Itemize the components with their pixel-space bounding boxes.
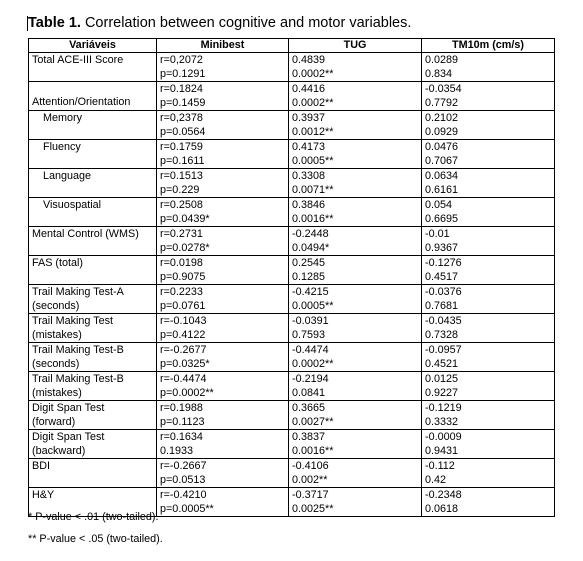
- row-label: [29, 459, 157, 488]
- value-cell: [157, 256, 289, 285]
- coefficient-value: 0.3308: [292, 170, 326, 182]
- p-value: 0.0071**: [292, 184, 334, 196]
- p-value: 0.0002**: [292, 68, 334, 80]
- value-cell: [422, 198, 555, 227]
- p-value: 0.1933: [160, 445, 194, 457]
- value-cell: [422, 459, 555, 488]
- coefficient-value: -0.4474: [292, 344, 329, 356]
- table-row: [29, 169, 555, 198]
- coefficient-value: r=0.2233: [160, 286, 203, 298]
- value-cell: [157, 227, 289, 256]
- value-cell: [289, 227, 422, 256]
- coefficient-value: -0.0957: [425, 344, 462, 356]
- value-cell: [289, 169, 422, 198]
- p-value: 0.3332: [425, 416, 459, 428]
- coefficient-value: r=-0.4210: [160, 489, 207, 501]
- p-value: 0.0494*: [292, 242, 330, 254]
- value-cell: [422, 285, 555, 314]
- row-label-text: [32, 488, 156, 502]
- coefficient-value: r=-0.4474: [160, 373, 207, 385]
- row-label: [29, 401, 157, 430]
- p-value: 0.1285: [292, 271, 326, 283]
- row-label-line: FAS (total): [32, 257, 84, 269]
- table-row: [29, 53, 555, 82]
- row-label-line: Trail Making Test-A: [32, 286, 124, 298]
- row-label-text: [32, 227, 156, 241]
- table-row: [29, 227, 555, 256]
- coefficient-value: -0.2448: [292, 228, 329, 240]
- value-cell: [157, 314, 289, 343]
- p-value: 0.7328: [425, 329, 459, 341]
- p-value: p=0.0002**: [160, 387, 214, 399]
- p-value: 0.0002**: [292, 358, 334, 370]
- p-value: 0.6695: [425, 213, 459, 225]
- value-cell: [422, 372, 555, 401]
- p-value: p=0.0513: [160, 474, 206, 486]
- row-label-text: [32, 459, 156, 473]
- coefficient-value: -0.3717: [292, 489, 329, 501]
- coefficient-value: -0.112: [425, 460, 455, 472]
- p-value: p=0.1611: [160, 155, 205, 167]
- coefficient-value: 0.2102: [425, 112, 459, 124]
- row-label-text: [32, 140, 156, 154]
- row-label-text: [32, 256, 156, 270]
- value-cell: [157, 401, 289, 430]
- coefficient-value: r=0.0198: [160, 257, 203, 269]
- table-row: [29, 314, 555, 343]
- table-row: [29, 401, 555, 430]
- value-cell: [157, 169, 289, 198]
- p-value: p=0.1459: [160, 97, 206, 109]
- p-value: p=0.9075: [160, 271, 206, 283]
- value-cell: [157, 140, 289, 169]
- p-value: 0.7593: [292, 329, 326, 341]
- row-label: [29, 169, 157, 198]
- value-cell: [422, 227, 555, 256]
- coefficient-value: 0.0289: [425, 54, 459, 66]
- coefficient-value: r=0.1824: [160, 83, 203, 95]
- row-label: [29, 198, 157, 227]
- row-label: [29, 285, 157, 314]
- row-label: [29, 343, 157, 372]
- row-label-line: (forward): [32, 416, 76, 428]
- row-label: [29, 314, 157, 343]
- p-value: 0.0016**: [292, 213, 334, 225]
- coefficient-value: 0.4173: [292, 141, 326, 153]
- row-label-text: [32, 198, 156, 212]
- coefficient-value: r=-0.2667: [160, 460, 207, 472]
- coefficient-value: -0.0009: [425, 431, 462, 443]
- value-cell: [157, 198, 289, 227]
- coefficient-value: 0.0634: [425, 170, 459, 182]
- table-row: [29, 343, 555, 372]
- footnote: ** P-value < .05 (two-tailed).: [28, 533, 163, 545]
- p-value: 0.9367: [425, 242, 459, 254]
- coefficient-value: 0.3846: [292, 199, 326, 211]
- coefficient-value: r=0,2072: [160, 54, 203, 66]
- p-value: p=0.0325*: [160, 358, 210, 370]
- value-cell: [422, 53, 555, 82]
- row-label-text: [32, 401, 156, 429]
- p-value: p=0.1291: [160, 68, 206, 80]
- coefficient-value: r=0.2731: [160, 228, 203, 240]
- p-value: p=0.229: [160, 184, 200, 196]
- table-row: [29, 256, 555, 285]
- row-label-line: BDI: [32, 460, 50, 472]
- row-label-line: Total ACE-III Score: [32, 54, 124, 66]
- p-value: p=0.0278*: [160, 242, 210, 254]
- p-value: 0.7067: [425, 155, 459, 167]
- coefficient-value: r=0.1634: [160, 431, 203, 443]
- p-value: p=0.0439*: [160, 213, 210, 225]
- column-header: Minibest: [157, 39, 289, 53]
- value-cell: [422, 111, 555, 140]
- coefficient-value: -0.01: [425, 228, 450, 240]
- p-value: p=0.4122: [160, 329, 206, 341]
- p-value: 0.6161: [425, 184, 459, 196]
- value-cell: [289, 285, 422, 314]
- row-label-line: Digit Span Test: [32, 431, 105, 443]
- row-label: [29, 227, 157, 256]
- row-label-line: (backward): [32, 445, 86, 457]
- coefficient-value: 0.3837: [292, 431, 326, 443]
- coefficient-value: -0.0354: [425, 83, 462, 95]
- value-cell: [289, 111, 422, 140]
- column-header: TM10m (cm/s): [422, 39, 555, 53]
- row-label-text: [32, 111, 156, 125]
- row-label: [29, 111, 157, 140]
- value-cell: [289, 430, 422, 459]
- row-label-line: (mistakes): [32, 387, 82, 399]
- value-cell: [157, 372, 289, 401]
- row-label-text: [32, 314, 156, 342]
- row-label-text: [32, 53, 156, 67]
- row-label-line: Attention/Orientation: [32, 96, 131, 108]
- row-label-line: (mistakes): [32, 329, 82, 341]
- coefficient-value: -0.1276: [425, 257, 462, 269]
- row-label-line: Trail Making Test: [32, 315, 114, 327]
- value-cell: [157, 82, 289, 111]
- coefficient-value: -0.2194: [292, 373, 329, 385]
- row-label-text: [32, 169, 156, 183]
- value-cell: [422, 314, 555, 343]
- coefficient-value: 0.054: [425, 199, 453, 211]
- p-value: 0.0005**: [292, 155, 334, 167]
- row-label-line: Trail Making Test-B: [32, 373, 124, 385]
- p-value: 0.0618: [425, 503, 459, 515]
- p-value: p=0.1123: [160, 416, 205, 428]
- p-value: p=0.0761: [160, 300, 206, 312]
- p-value: 0.7681: [425, 300, 459, 312]
- p-value: p=0.0564: [160, 126, 206, 138]
- value-cell: [422, 488, 555, 517]
- p-value: 0.9227: [425, 387, 459, 399]
- row-label: [29, 372, 157, 401]
- p-value: 0.0016**: [292, 445, 334, 457]
- value-cell: [289, 488, 422, 517]
- value-cell: [289, 198, 422, 227]
- row-label-line: (seconds): [32, 300, 80, 312]
- value-cell: [157, 459, 289, 488]
- value-cell: [422, 256, 555, 285]
- row-label-line: Language: [43, 170, 92, 182]
- p-value: 0.0929: [425, 126, 459, 138]
- p-value: 0.0841: [292, 387, 326, 399]
- coefficient-value: -0.0391: [292, 315, 329, 327]
- table-row: [29, 459, 555, 488]
- table-row: [29, 140, 555, 169]
- value-cell: [422, 343, 555, 372]
- table-row: [29, 372, 555, 401]
- footnote: * P-value < .01 (two-tailed).: [28, 511, 159, 523]
- table-row: [29, 285, 555, 314]
- row-label: [29, 53, 157, 82]
- value-cell: [289, 256, 422, 285]
- p-value: 0.42: [425, 474, 447, 486]
- row-label: [29, 256, 157, 285]
- p-value: 0.0012**: [292, 126, 334, 138]
- row-label-text: [32, 430, 156, 458]
- value-cell: [422, 401, 555, 430]
- value-cell: [422, 82, 555, 111]
- table-row: [29, 430, 555, 459]
- row-label: [29, 140, 157, 169]
- value-cell: [289, 314, 422, 343]
- value-cell: [289, 372, 422, 401]
- p-value: 0.9431: [425, 445, 459, 457]
- coefficient-value: 0.4839: [292, 54, 326, 66]
- row-label-line: Fluency: [43, 141, 81, 153]
- p-value: 0.7792: [425, 97, 459, 109]
- coefficient-value: 0.4416: [292, 83, 326, 95]
- row-label-text: [32, 343, 156, 371]
- row-label: [29, 430, 157, 459]
- coefficient-value: 0.3665: [292, 402, 326, 414]
- coefficient-value: r=0.2508: [160, 199, 203, 211]
- coefficient-value: r=-0.1043: [160, 315, 207, 327]
- value-cell: [289, 140, 422, 169]
- p-value: 0.0027**: [292, 416, 334, 428]
- table-row: [29, 111, 555, 140]
- table-caption: [28, 14, 411, 32]
- coefficient-value: r=0,2378: [160, 112, 203, 124]
- coefficient-value: r=0.1759: [160, 141, 203, 153]
- value-cell: [157, 53, 289, 82]
- table-row: [29, 198, 555, 227]
- row-label-line: Visuospatial: [43, 199, 102, 211]
- value-cell: [422, 140, 555, 169]
- coefficient-value: 0.3937: [292, 112, 326, 124]
- row-label-text: [32, 82, 156, 109]
- coefficient-value: r=0.1513: [160, 170, 203, 182]
- p-value: p=0.0005**: [160, 503, 214, 515]
- coefficient-value: r=0.1988: [160, 402, 203, 414]
- value-cell: [289, 401, 422, 430]
- coefficient-value: 0.0476: [425, 141, 459, 153]
- value-cell: [289, 343, 422, 372]
- table-row: [29, 82, 555, 111]
- row-label-text: [32, 285, 156, 313]
- coefficient-value: -0.0435: [425, 315, 462, 327]
- value-cell: [289, 82, 422, 111]
- p-value: 0.4517: [425, 271, 459, 283]
- table-header-row: [29, 39, 555, 53]
- value-cell: [157, 343, 289, 372]
- coefficient-value: 0.0125: [425, 373, 459, 385]
- row-label-line: (seconds): [32, 358, 80, 370]
- value-cell: [157, 285, 289, 314]
- table-body: [29, 53, 555, 517]
- p-value: 0.4521: [425, 358, 459, 370]
- column-header: Variáveis: [29, 39, 157, 53]
- coefficient-value: -0.0376: [425, 286, 462, 298]
- p-value: 0.0002**: [292, 97, 334, 109]
- row-label-line: H&Y: [32, 489, 55, 501]
- coefficient-value: -0.1219: [425, 402, 462, 414]
- row-label-line: Memory: [43, 112, 82, 124]
- value-cell: [157, 111, 289, 140]
- row-label-line: Mental Control (WMS): [32, 228, 139, 240]
- value-cell: [289, 53, 422, 82]
- p-value: 0.0025**: [292, 503, 334, 515]
- caption-label: Table 1.: [28, 15, 81, 31]
- coefficient-value: 0.2545: [292, 257, 326, 269]
- row-label: [29, 82, 157, 111]
- caption-text: Correlation between cognitive and motor variables.: [84, 15, 412, 31]
- p-value: 0.002**: [292, 474, 328, 486]
- row-label-line: Trail Making Test-B: [32, 344, 124, 356]
- value-cell: [422, 169, 555, 198]
- value-cell: [422, 430, 555, 459]
- value-cell: [289, 459, 422, 488]
- coefficient-value: -0.2348: [425, 489, 462, 501]
- value-cell: [157, 488, 289, 517]
- coefficient-value: -0.4106: [292, 460, 329, 472]
- column-header: TUG: [289, 39, 422, 53]
- p-value: 0.834: [425, 68, 453, 80]
- row-label-line: Digit Span Test: [32, 402, 105, 414]
- coefficient-value: -0.4215: [292, 286, 329, 298]
- p-value: 0.0005**: [292, 300, 334, 312]
- row-label-text: [32, 372, 156, 400]
- coefficient-value: r=-0.2677: [160, 344, 207, 356]
- correlation-table: [28, 38, 555, 517]
- value-cell: [157, 430, 289, 459]
